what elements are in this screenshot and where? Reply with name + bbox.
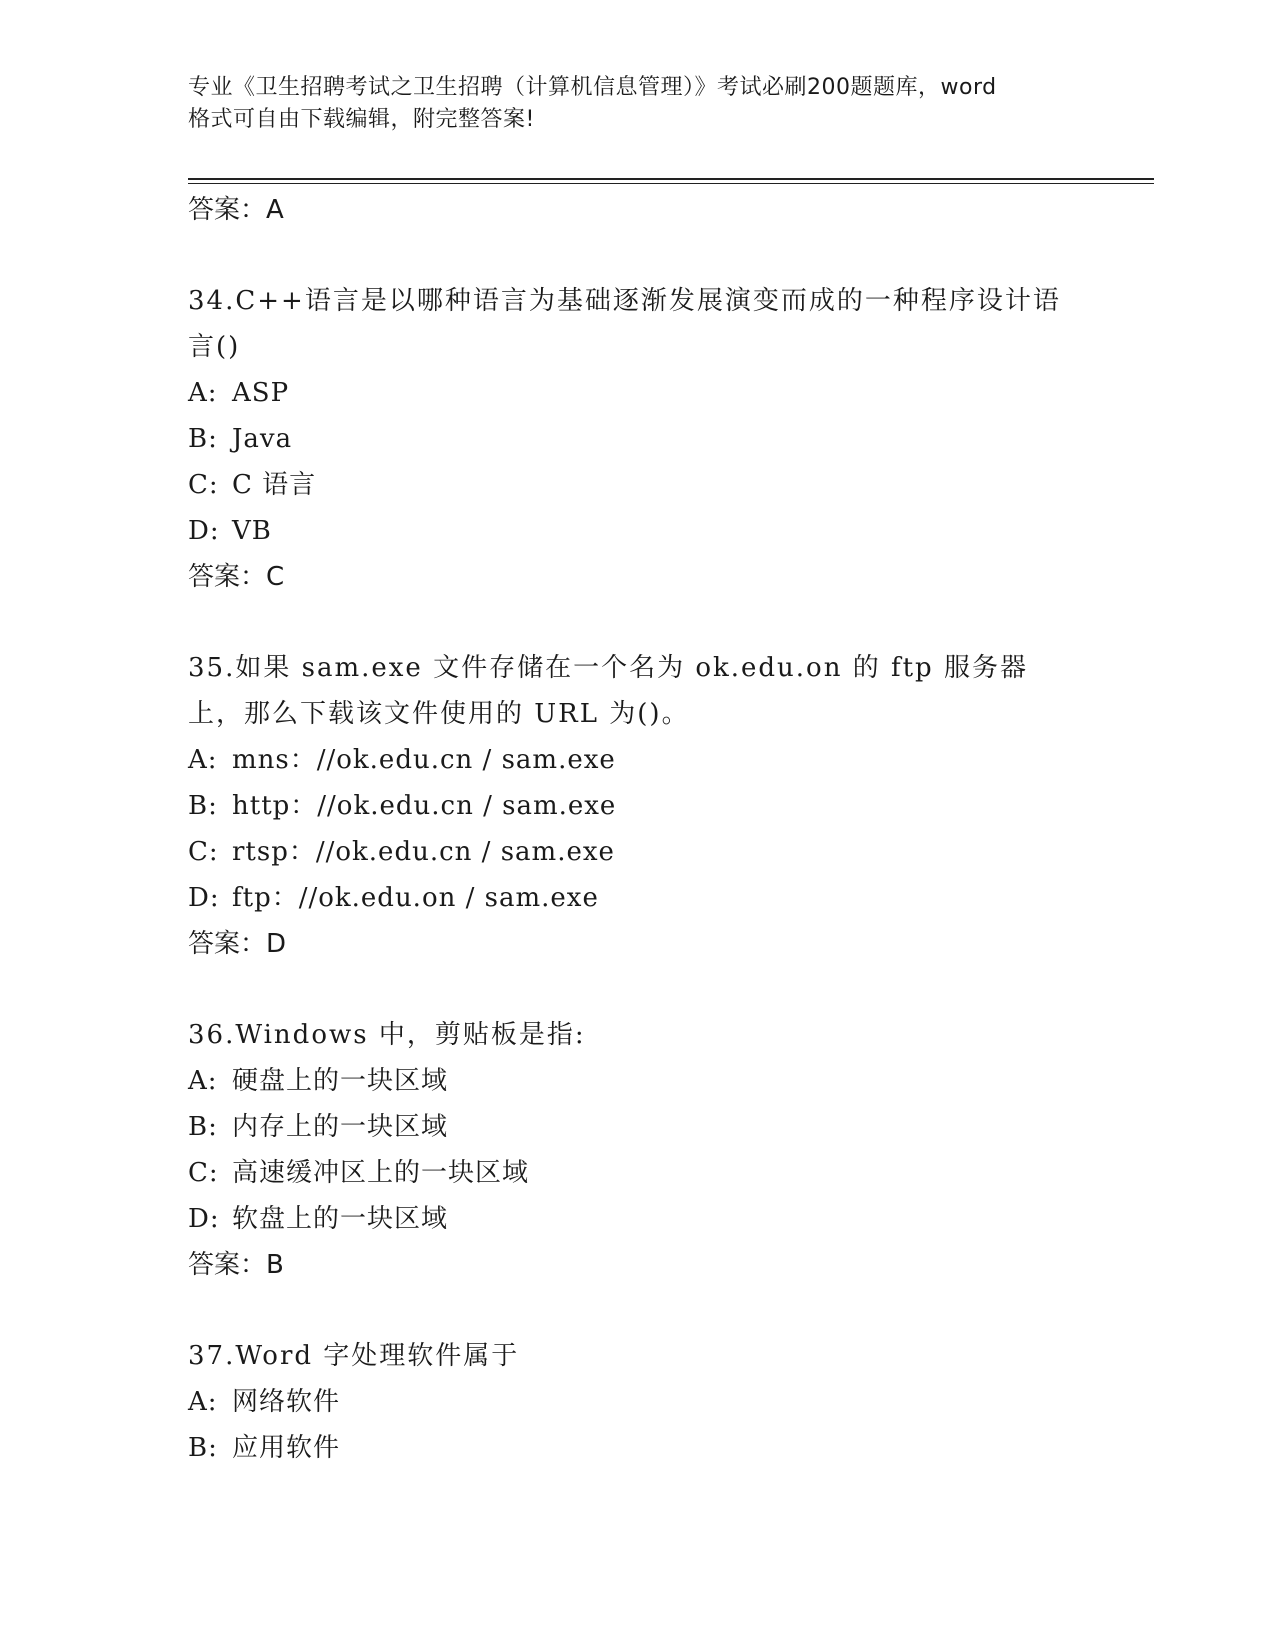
option-text: Java — [232, 424, 293, 454]
answer-label: 答案：C — [188, 562, 285, 592]
question-text: 36.Windows 中，剪贴板是指: — [188, 1020, 586, 1050]
answer-label: 答案：A — [188, 195, 284, 225]
option-text: 硬盘上的一块区域 — [232, 1066, 449, 1096]
option-text: mns：//ok.edu.cn / sam.exe — [232, 745, 616, 775]
question-37 — [188, 1333, 1088, 1471]
question-35 — [188, 645, 1088, 967]
option-text: 高速缓冲区上的一块区域 — [232, 1158, 530, 1188]
option-letter: C: — [188, 470, 219, 500]
option-d — [188, 1196, 1088, 1242]
option-letter: A: — [188, 1387, 218, 1417]
option-b — [188, 1425, 1088, 1471]
option-text: 内存上的一块区域 — [232, 1112, 449, 1142]
question-list — [188, 187, 1088, 1471]
header-divider-thin — [188, 183, 1154, 184]
option-letter: C: — [188, 837, 219, 867]
header-line-2: 格式可自由下载编辑，附完整答案! — [188, 107, 535, 132]
option-text: C 语言 — [232, 470, 317, 500]
option-letter: D: — [188, 1204, 220, 1234]
option-c — [188, 829, 1088, 875]
option-text: ftp：//ok.edu.on / sam.exe — [232, 883, 599, 913]
option-d — [188, 875, 1088, 921]
option-letter: D: — [188, 516, 220, 546]
option-letter: B: — [188, 1112, 218, 1142]
option-letter: A: — [188, 745, 218, 775]
question-text: 34.C++语言是以哪种语言为基础逐渐发展演变而成的一种程序设计语言() — [188, 286, 1061, 362]
option-c — [188, 462, 1088, 508]
option-c — [188, 1150, 1088, 1196]
option-letter: B: — [188, 424, 218, 454]
option-letter: A: — [188, 1066, 218, 1096]
question-text: 37.Word 字处理软件属于 — [188, 1341, 520, 1371]
option-text: VB — [232, 516, 272, 546]
option-text: 软盘上的一块区域 — [232, 1204, 449, 1234]
option-letter: B: — [188, 1433, 218, 1463]
document-header — [188, 72, 1088, 136]
header-divider-thick — [188, 178, 1154, 180]
option-letter: B: — [188, 791, 218, 821]
answer-label: 答案：B — [188, 1250, 284, 1280]
option-d — [188, 508, 1088, 554]
option-letter: D: — [188, 883, 220, 913]
question-34 — [188, 278, 1088, 600]
header-line-1: 专业《卫生招聘考试之卫生招聘（计算机信息管理）》考试必刷200题题库，word — [188, 75, 997, 100]
option-text: rtsp：//ok.edu.cn / sam.exe — [232, 837, 615, 867]
option-text: ASP — [232, 378, 290, 408]
option-a — [188, 370, 1088, 416]
option-letter: A: — [188, 378, 218, 408]
option-b — [188, 416, 1088, 462]
question-36 — [188, 1012, 1088, 1288]
option-text: 网络软件 — [232, 1387, 341, 1417]
option-a — [188, 737, 1088, 783]
option-b — [188, 1104, 1088, 1150]
option-text: http：//ok.edu.cn / sam.exe — [232, 791, 617, 821]
answer-label: 答案：D — [188, 929, 287, 959]
option-text: 应用软件 — [232, 1433, 341, 1463]
option-b — [188, 783, 1088, 829]
option-a — [188, 1379, 1088, 1425]
option-letter: C: — [188, 1158, 219, 1188]
option-a — [188, 1058, 1088, 1104]
question-text: 35.如果 sam.exe 文件存储在一个名为 ok.edu.on 的 ftp 服务器上，那么下载该文件使用的 URL 为()。 — [188, 653, 1028, 729]
